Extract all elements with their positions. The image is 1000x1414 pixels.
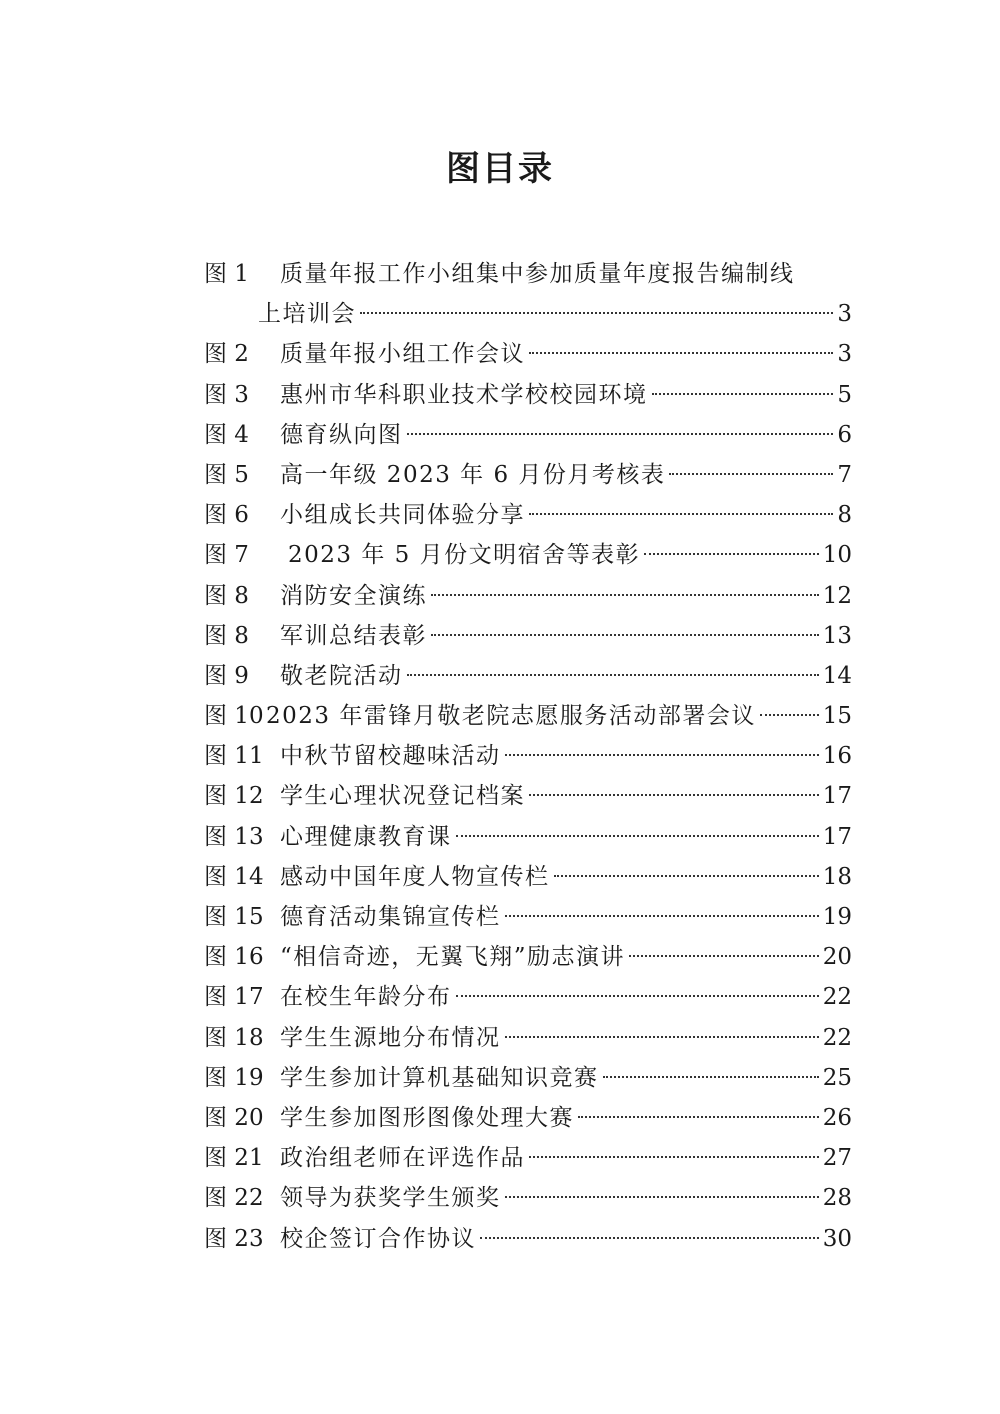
page-number: 18 <box>822 863 852 890</box>
page-number: 3 <box>837 341 852 368</box>
toc-entry-line <box>280 977 852 1017</box>
toc-entry[interactable] <box>204 817 852 857</box>
page-title: 图目录 <box>446 148 554 189</box>
figure-label: 图 21 <box>204 1145 264 1172</box>
dot-leader <box>529 513 833 515</box>
dot-leader <box>431 634 819 636</box>
figure-label: 图 19 <box>204 1064 264 1091</box>
figure-title: 校企签订合作协议 <box>280 1225 476 1252</box>
figure-title: 在校生年龄分布 <box>280 984 452 1011</box>
toc-entry-line <box>288 535 852 575</box>
figure-title: 学生心理状况登记档案 <box>280 783 525 810</box>
page-number: 28 <box>822 1185 852 1212</box>
figure-title: 学生生源地分布情况 <box>280 1024 501 1051</box>
toc-entry[interactable] <box>204 1219 852 1259</box>
page-number: 26 <box>822 1104 852 1131</box>
toc-entry[interactable] <box>204 937 852 977</box>
page-number: 10 <box>822 542 852 569</box>
toc-entry-line <box>280 455 852 495</box>
figure-label: 图 16 <box>204 944 264 971</box>
toc-entry-line <box>280 1058 852 1098</box>
figure-label: 图 4 <box>204 421 249 448</box>
page-number: 19 <box>822 904 852 931</box>
page-number: 5 <box>837 381 852 408</box>
toc-entry-line <box>280 776 852 816</box>
toc-entry-line <box>280 334 852 374</box>
figure-list <box>204 254 852 1259</box>
page-number: 22 <box>822 984 852 1011</box>
figure-label: 图 18 <box>204 1024 264 1051</box>
figure-label: 图 1 <box>204 261 249 287</box>
toc-entry[interactable] <box>204 616 852 656</box>
figure-title: 质量年报小组工作会议 <box>280 341 525 368</box>
dot-leader <box>456 995 819 997</box>
figure-label: 图 3 <box>204 381 249 408</box>
page-number: 17 <box>822 783 852 810</box>
figure-title: 政治组老师在评选作品 <box>280 1145 525 1172</box>
figure-title: 小组成长共同体验分享 <box>280 502 525 529</box>
toc-entry-line <box>258 294 852 334</box>
dot-leader <box>505 1036 819 1038</box>
toc-entry-line <box>280 656 852 696</box>
figure-title: 2023 年 5 月份文明宿舍等表彰 <box>288 542 641 569</box>
page-number: 3 <box>837 301 852 328</box>
dot-leader <box>578 1116 819 1118</box>
figure-label: 图 9 <box>204 662 249 689</box>
dot-leader <box>554 875 819 877</box>
dot-leader <box>529 352 833 354</box>
figure-label: 图 2 <box>204 341 249 368</box>
figure-title: 2023 年雷锋月敬老院志愿服务活动部署会议 <box>266 703 756 730</box>
toc-entry[interactable] <box>204 254 852 334</box>
figure-label: 图 20 <box>204 1104 264 1131</box>
toc-entry[interactable] <box>204 776 852 816</box>
toc-entry[interactable] <box>204 375 852 415</box>
page-number: 30 <box>822 1225 852 1252</box>
figure-label: 图 14 <box>204 863 264 890</box>
figure-label: 图 23 <box>204 1225 264 1252</box>
toc-entry[interactable] <box>204 857 852 897</box>
toc-entry-line <box>280 1178 852 1218</box>
toc-entry[interactable] <box>204 1098 852 1138</box>
figure-label: 图 7 <box>204 542 249 569</box>
figure-title: 学生参加计算机基础知识竞赛 <box>280 1064 599 1091</box>
dot-leader <box>652 393 834 395</box>
figure-title: “相信奇迹，无翼飞翔”励志演讲 <box>280 944 626 971</box>
toc-entry[interactable] <box>204 334 852 374</box>
figure-label: 图 10 <box>204 703 264 730</box>
figure-title: 军训总结表彰 <box>280 622 427 649</box>
page-number: 7 <box>837 461 852 488</box>
figure-label: 图 13 <box>204 823 264 850</box>
toc-entry-line <box>280 495 852 535</box>
toc-entry-line <box>280 897 852 937</box>
dot-leader <box>456 835 819 837</box>
figure-label: 图 6 <box>204 502 249 529</box>
toc-entry-line <box>280 817 852 857</box>
page-number: 17 <box>822 823 852 850</box>
toc-entry[interactable] <box>204 535 852 575</box>
toc-entry-line <box>280 937 852 977</box>
dot-leader <box>644 553 819 555</box>
dot-leader <box>360 312 833 314</box>
dot-leader <box>603 1076 819 1078</box>
toc-entry[interactable] <box>204 415 852 455</box>
page-number: 14 <box>822 662 852 689</box>
toc-entry-line <box>266 696 852 736</box>
toc-entry[interactable] <box>204 696 852 736</box>
figure-title: 高一年级 2023 年 6 月份月考核表 <box>280 461 666 488</box>
page-number: 20 <box>822 944 852 971</box>
page-number: 27 <box>822 1145 852 1172</box>
toc-entry[interactable] <box>204 1138 852 1178</box>
toc-entry-line <box>280 1219 852 1259</box>
dot-leader <box>760 714 819 716</box>
page-number: 22 <box>822 1024 852 1051</box>
toc-entry[interactable] <box>204 455 852 495</box>
toc-entry[interactable] <box>204 1058 852 1098</box>
toc-entry[interactable] <box>204 897 852 937</box>
figure-label: 图 12 <box>204 783 264 810</box>
figure-label: 图 8 <box>204 622 249 649</box>
toc-entry-line <box>280 415 852 455</box>
toc-entry-line <box>280 1138 852 1178</box>
page-number: 15 <box>822 703 852 730</box>
page-number: 16 <box>822 743 852 770</box>
page-number: 25 <box>822 1064 852 1091</box>
page-number: 13 <box>822 622 852 649</box>
toc-entry[interactable] <box>204 736 852 776</box>
toc-entry[interactable] <box>204 656 852 696</box>
dot-leader <box>505 915 819 917</box>
toc-entry[interactable] <box>204 576 852 616</box>
toc-entry[interactable] <box>204 1178 852 1218</box>
figure-label: 图 17 <box>204 984 264 1011</box>
toc-entry-line <box>280 1098 852 1138</box>
figure-title: 惠州市华科职业技术学校校园环境 <box>280 381 648 408</box>
dot-leader <box>669 473 833 475</box>
toc-entry-line <box>280 576 852 616</box>
toc-entry[interactable] <box>204 495 852 535</box>
toc-entry-line <box>280 736 852 776</box>
dot-leader <box>505 754 819 756</box>
figure-title: 学生参加图形图像处理大赛 <box>280 1104 574 1131</box>
figure-title: 心理健康教育课 <box>280 823 452 850</box>
figure-title: 敬老院活动 <box>280 662 403 689</box>
dot-leader <box>431 594 819 596</box>
figure-label: 图 11 <box>204 743 264 770</box>
figure-label: 图 15 <box>204 904 264 931</box>
figure-title: 质量年报工作小组集中参加质量年度报告编制线 <box>280 261 795 287</box>
page-number: 6 <box>837 421 852 448</box>
page-number: 8 <box>837 502 852 529</box>
figure-title: 中秋节留校趣味活动 <box>280 743 501 770</box>
dot-leader <box>529 794 819 796</box>
figure-title: 感动中国年度人物宣传栏 <box>280 863 550 890</box>
figure-label: 图 5 <box>204 461 249 488</box>
figure-title: 德育纵向图 <box>280 421 403 448</box>
dot-leader <box>505 1196 819 1198</box>
dot-leader <box>407 674 819 676</box>
toc-entry-line <box>280 857 852 897</box>
toc-entry[interactable] <box>204 1018 852 1058</box>
figure-title: 消防安全演练 <box>280 582 427 609</box>
figure-title: 德育活动集锦宣传栏 <box>280 904 501 931</box>
dot-leader <box>629 955 819 957</box>
dot-leader <box>480 1237 819 1239</box>
page-number: 12 <box>822 582 852 609</box>
dot-leader <box>407 433 834 435</box>
toc-entry-line <box>280 1018 852 1058</box>
toc-entry-line <box>280 375 852 415</box>
figure-label: 图 22 <box>204 1185 264 1212</box>
figure-title: 领导为获奖学生颁奖 <box>280 1185 501 1212</box>
toc-entry[interactable] <box>204 977 852 1017</box>
toc-entry-line <box>280 616 852 656</box>
dot-leader <box>529 1156 819 1158</box>
figure-title-continued: 上培训会 <box>258 301 356 328</box>
figure-label: 图 8 <box>204 582 249 609</box>
